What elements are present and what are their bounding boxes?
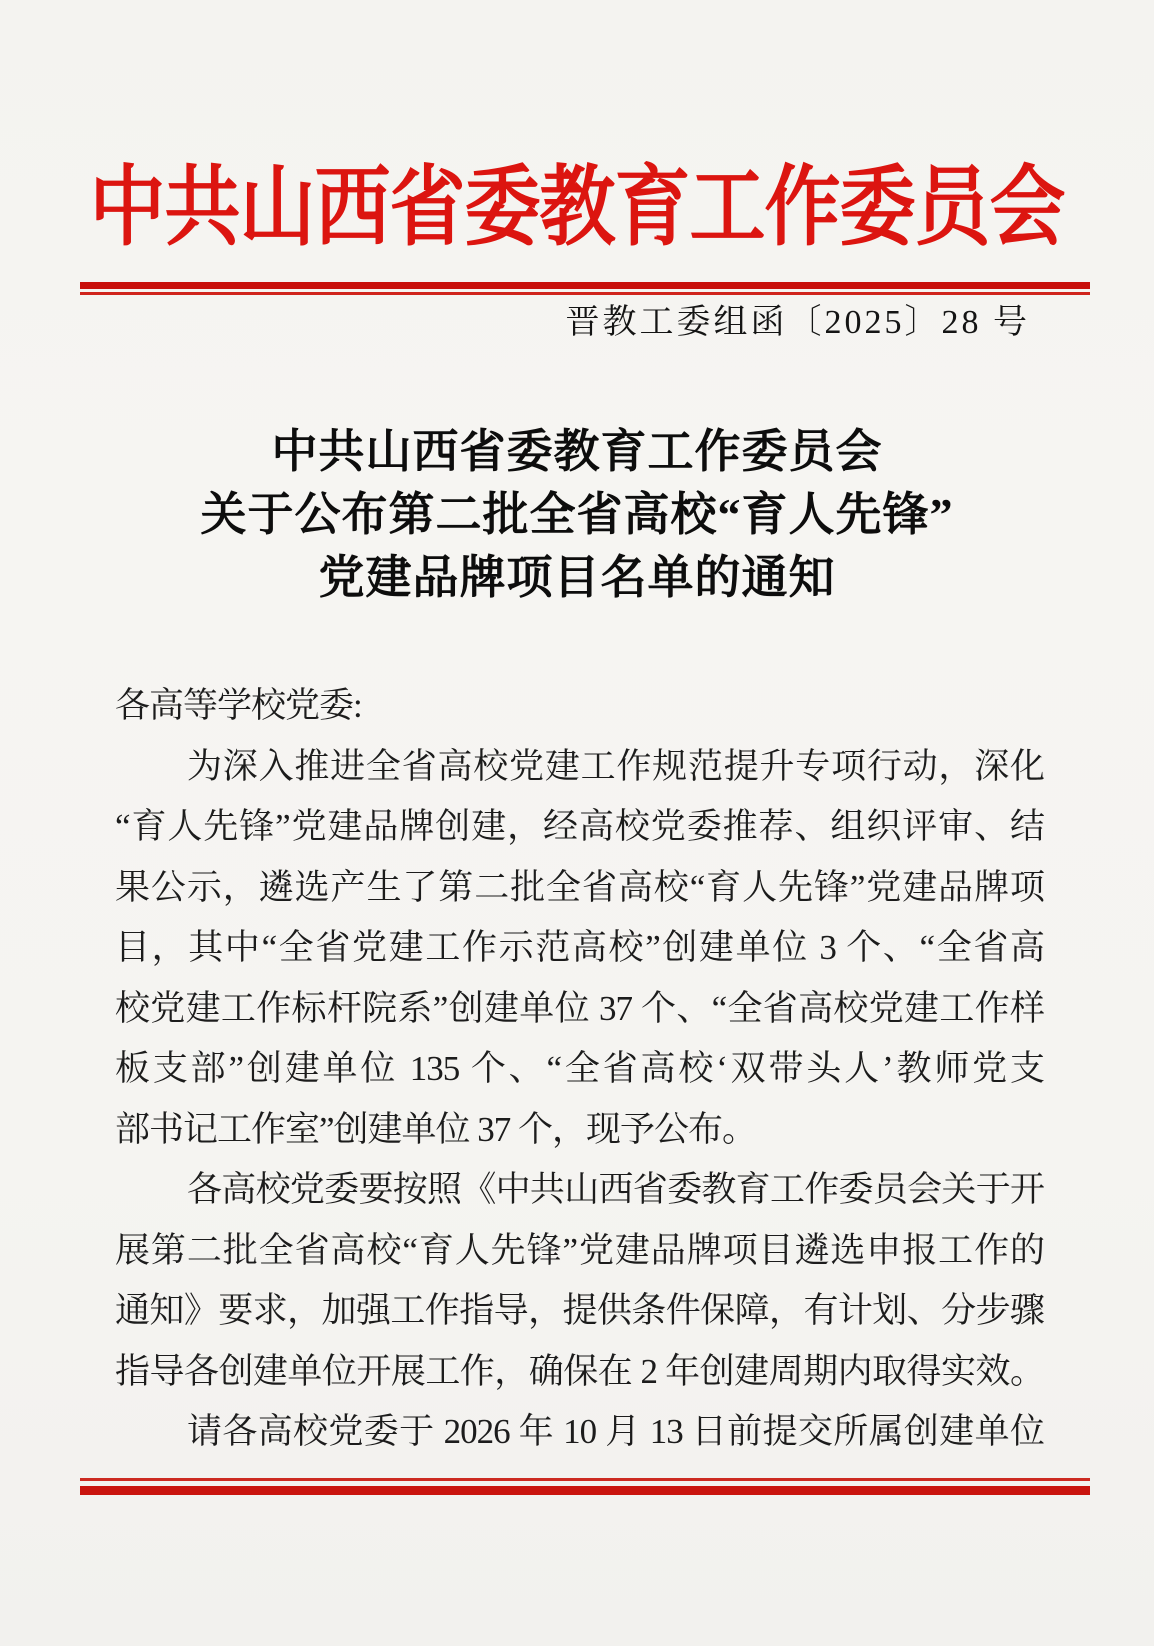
document-body xyxy=(115,676,1044,1463)
document-title-line-2: 关于公布第二批全省高校“育人先锋” xyxy=(200,489,954,540)
body-line: 板支部”创建单位 135 个、“全省高校‘双带头人’教师党支 xyxy=(115,1049,1044,1088)
document-title-line-1: 中共山西省委教育工作委员会 xyxy=(271,426,883,477)
body-line: 目，其中“全省党建工作示范高校”创建单位 3 个、“全省高 xyxy=(115,928,1044,967)
bottom-separator-thin-line xyxy=(80,1478,1090,1481)
body-line: 校党建工作标杆院系”创建单位 37 个、“全省高校党建工作样 xyxy=(115,988,1044,1028)
salutation-line: 各高等学校党委: xyxy=(115,686,362,725)
top-separator-thin-line xyxy=(80,292,1090,295)
document-title-line-3: 党建品牌项目名单的通知 xyxy=(318,552,836,603)
body-line: 为深入推进全省高校党建工作规范提升专项行动，深化 xyxy=(187,746,1044,786)
document-number: 晋教工委组函〔2025〕28 号 xyxy=(565,304,1030,341)
bottom-separator-thick-line xyxy=(80,1486,1090,1495)
body-line: 指导各创建单位开展工作，确保在 2 年创建周期内取得实效。 xyxy=(115,1351,1044,1391)
body-line: 请各高校党委于 2026 年 10 月 13 日前提交所属创建单位 xyxy=(187,1412,1044,1451)
body-line: 各高校党委要按照《中共山西省委教育工作委员会关于开 xyxy=(187,1170,1044,1209)
masthead-title: 中共山西省委教育工作委员会 xyxy=(89,160,1065,257)
body-line: 展第二批全省高校“育人先锋”党建品牌项目遴选申报工作的 xyxy=(115,1230,1044,1270)
document-title xyxy=(0,420,1154,609)
top-separator-thick-line xyxy=(80,282,1090,289)
body-line: 部书记工作室”创建单位 37 个，现予公布。 xyxy=(115,1109,757,1149)
body-line: 通知》要求，加强工作指导，提供条件保障，有计划、分步骤 xyxy=(115,1291,1044,1330)
body-line: “育人先锋”党建品牌创建，经高校党委推荐、组织评审、结 xyxy=(115,807,1044,846)
body-line: 果公示，遴选产生了第二批全省高校“育人先锋”党建品牌项 xyxy=(115,867,1044,907)
